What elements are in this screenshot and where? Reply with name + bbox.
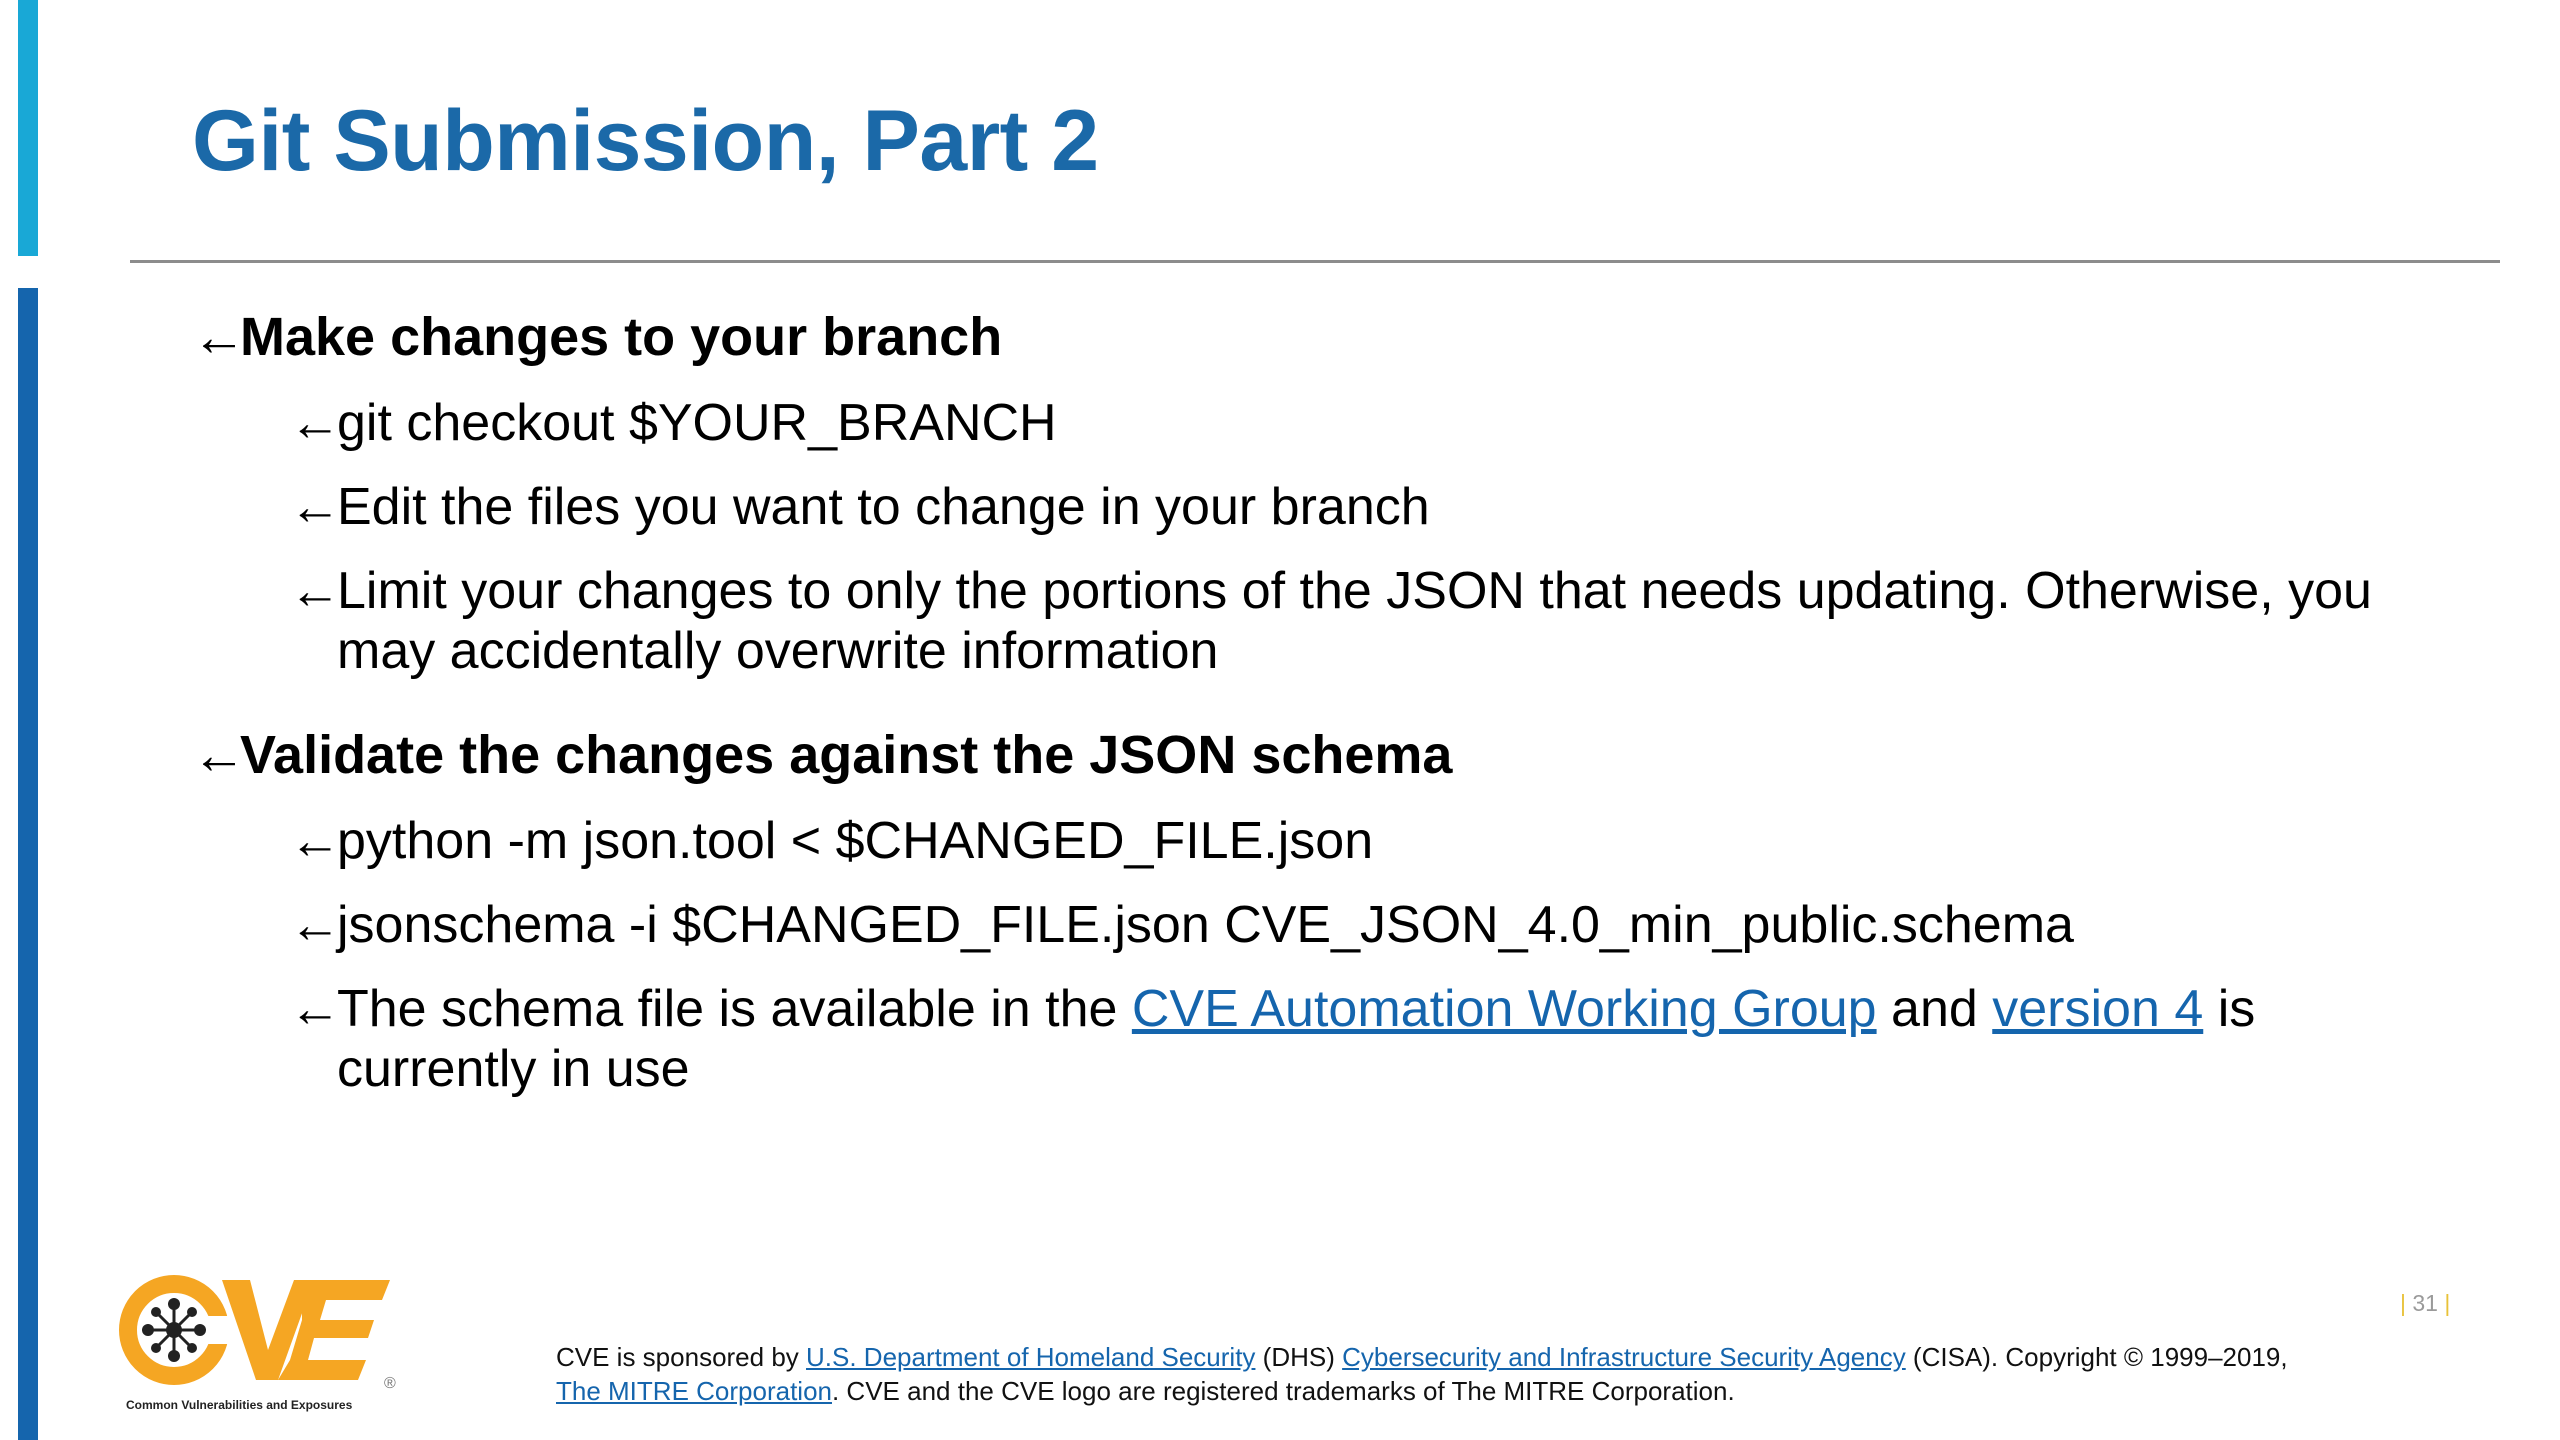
sub-bullet-jsonschema	[289, 895, 2462, 955]
arrow-left-icon: ←	[192, 307, 246, 367]
bullet-make-changes	[192, 305, 2462, 369]
logo-tagline: Common Vulnerabilities and Exposures	[126, 1398, 353, 1412]
mitre-link[interactable]: The MITRE Corporation	[556, 1376, 832, 1406]
arrow-left-icon: ←	[192, 725, 246, 785]
slide-title: Git Submission, Part 2	[192, 93, 1099, 189]
arrow-left-icon: ←	[289, 896, 341, 954]
bullet-heading: Make changes to your branch	[240, 307, 1003, 367]
schema-text-prefix: The schema file is available in the	[337, 980, 1132, 1038]
version-4-link[interactable]: version 4	[1992, 980, 2204, 1038]
cve-logo	[118, 1270, 398, 1420]
title-divider	[130, 260, 2500, 263]
slide-content	[192, 305, 2462, 1099]
bullet-heading: Validate the changes against the JSON schema	[240, 725, 1453, 785]
sub-bullet-json-tool	[289, 811, 2462, 871]
sub-bullet-limit-changes	[289, 561, 2462, 681]
sub-bullet-checkout	[289, 393, 2462, 453]
arrow-left-icon: ←	[289, 394, 341, 452]
dhs-link[interactable]: U.S. Department of Homeland Security	[806, 1342, 1256, 1372]
sub-bullet-text: Limit your changes to only the portions of the JSON that needs updating. Otherwise, you may accidentally overwrite information	[337, 562, 2372, 680]
sub-bullet-text: python -m json.tool < $CHANGED_FILE.json	[337, 812, 1374, 870]
arrow-left-icon: ←	[289, 980, 341, 1038]
footer-trademark-text: . CVE and the CVE logo are registered trademarks of The MITRE Corporation.	[831, 1376, 1735, 1406]
footer-dhs-abbr: (DHS)	[1255, 1342, 1343, 1372]
bullet-validate	[192, 723, 2462, 787]
page-number-value: 31	[2412, 1290, 2438, 1316]
footer-sponsor-text: CVE is sponsored by	[556, 1342, 807, 1372]
cve-automation-working-group-link[interactable]: CVE Automation Working Group	[1131, 980, 1877, 1038]
sub-bullet-text: Edit the files you want to change in your branch	[337, 478, 1430, 536]
sub-bullet-text: jsonschema -i $CHANGED_FILE.json CVE_JSON_4.0_min_public.schema	[337, 896, 2074, 954]
arrow-left-icon: ←	[289, 562, 341, 620]
registered-mark: ®	[384, 1375, 396, 1392]
sub-bullet-schema-availability	[289, 979, 2462, 1099]
arrow-left-icon: ←	[289, 812, 341, 870]
sub-bullet-edit-files	[289, 477, 2462, 537]
schema-text-suffix: is currently in use	[337, 980, 2256, 1098]
accent-bar-top	[18, 0, 38, 256]
footer-copyright	[556, 1340, 2456, 1408]
arrow-left-icon: ←	[289, 478, 341, 536]
footer-copyright-text: (CISA). Copyright © 1999–2019,	[1905, 1342, 2288, 1372]
accent-bar-bottom	[18, 288, 38, 1440]
page-number: | 31 |	[2400, 1290, 2451, 1316]
sub-bullet-text	[337, 979, 2462, 1099]
cve-logo-mark	[118, 1270, 398, 1396]
cisa-link[interactable]: Cybersecurity and Infrastructure Security Agency	[1342, 1342, 1906, 1372]
schema-text-middle: and	[1876, 980, 1993, 1038]
sub-bullet-text: git checkout $YOUR_BRANCH	[337, 394, 1057, 452]
